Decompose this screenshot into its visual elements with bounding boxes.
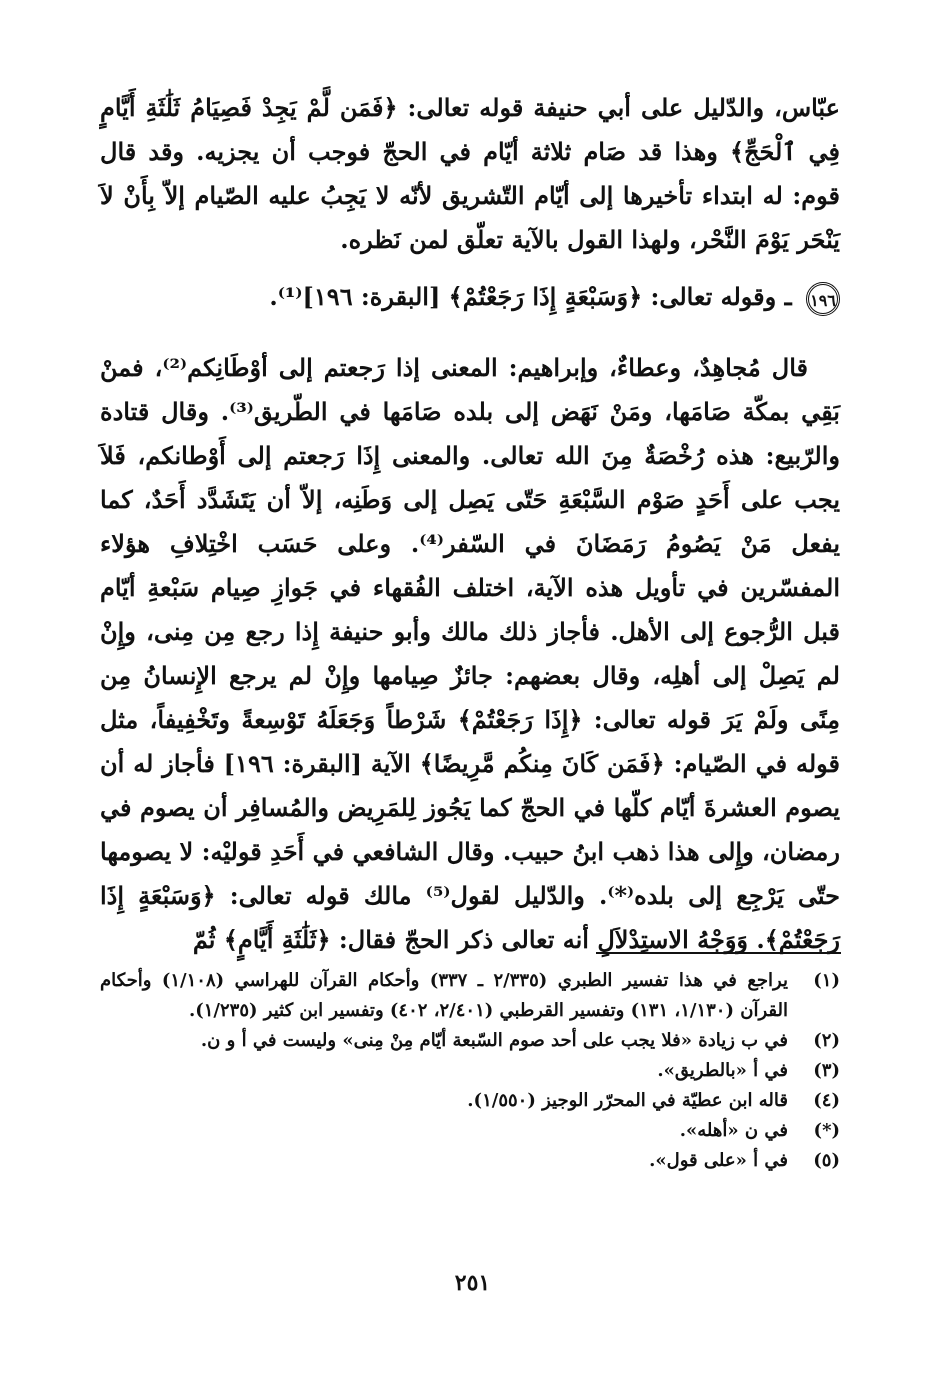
footnote-number: (٤) — [813, 1090, 840, 1111]
footnote-number: (١) — [813, 970, 840, 991]
footnote-separator — [596, 952, 841, 954]
verse-heading-text: ـ وقوله تعالى: ﴿وَسَبْعَةٍ إِذَا رَجَعْتُمْ﴾ [البقرة: ١٩٦]⁽¹⁾. — [269, 282, 792, 311]
footnote-number: (٢) — [813, 1030, 840, 1051]
verse-heading — [100, 275, 840, 319]
footnote-number: (٣) — [813, 1060, 840, 1081]
footnotes — [100, 966, 840, 1176]
footnote-4 — [100, 1086, 840, 1116]
footnote-3 — [100, 1056, 840, 1086]
paragraph-2: قال مُجاهِدٌ، وعطاءٌ، وإبراهيم: المعنى إذا رَجعتم إلى أوْطَانِكم⁽²⁾، فمنْ بَقِي بمكّة صَامَها، ومَنْ نَهَض إلى بلده صَامَها في الطّريق⁽³⁾. وقال قتادة والرّبيع: هذه رُخْصَةٌ مِنَ الله تعالى. والمعنى إِذَا رَجعتم إلى أَوْطانكم، فَلاَ يجب على أَحَدٍ صَوْم السَّبْعَةِ حَتّى يَصِل إلى وَطَنِه، إلاّ أن يَتَشَدَّد أَحَدٌ، كما يفعل مَنْ يَصُومُ رَمَضَانَ في السّفر⁽⁴⁾. وعلى حَسَب اخْتِلافِ هؤلاء المفسّرين في تأويل هذه الآية، اختلف الفُقهاء في جَوازِ صِيام سَبْعةِ أيّام قبل الرُّجوع إلى الأهل. فأجاز ذلك مالك وأبو حنيفة إِذا رجع مِن مِنى، وإِنْ لم يَصِلْ إلى أهلِه، وقال بعضهم: جائزٌ صِيامها وإِنْ لم يرجع الإِنسانُ مِن مِنًى ولَمْ يَرَ قوله تعالى: ﴿إِذَا رَجَعْتُمْ﴾ شَرْطاً وَجَعَلَهُ تَوْسِعةً وتَخْفِيفاً، مثل قوله في الصّيام: ﴿فَمَن كَانَ مِنكُم مَّرِيضًا﴾ الآية [البقرة: ١٩٦] فأجاز له أن يصوم العشرةَ أيّام كلّها في الحجّ كما يَجُوز لِلمَرِيض والمُسافِر أن يصوم في رمضان، وإِلى هذا ذهب ابنُ حبيب. وقال الشافعي في أَحَدِ قوليْه: لا يصومها حتّى يَرْجِع إلى بلده⁽*⁾. والدّليل لقول⁽⁵⁾ مالك قوله تعالى: ﴿وَسَبْعَةٍ إِذَا رَجَعْتُمْ﴾. وَوَجْهُ الاستِدْلاَلِ أنه تعالى ذكر الحجّ فقال: ﴿ثَلَٰثَةِ أَيَّامٍ﴾ ثُمّ — [100, 353, 841, 954]
footnote-text: في أ «بالطريق». — [657, 1060, 788, 1081]
footnote-1 — [100, 966, 840, 1026]
footnote-text: يراجع في هذا تفسير الطبري (٢/٣٣٥ ـ ٣٣٧) وأحكام القرآن للهراسي (١/١٠٨) وأحكام القرآن (١/١٣٠، ١٣١) وتفسير القرطبي (٢/٤٠١، ٤٠٢) وتفسير ابن كثير (١/٢٣٥). — [100, 970, 788, 1021]
footnote-star — [100, 1116, 840, 1146]
footnote-text: في ب زيادة «فلا يجب على أحد صوم السّبعة أيّام مِنْ مِنى» وليست في أ و ن. — [200, 1030, 788, 1051]
footnote-text: في أ «على قول». — [649, 1150, 788, 1171]
footnote-text: قاله ابن عطيّة في المحرّر الوجيز (١/٥٥٠). — [467, 1090, 788, 1111]
footnote-2 — [100, 1026, 840, 1056]
footnote-number: (٥) — [813, 1150, 840, 1171]
page-number: ٢٥١ — [454, 1270, 491, 1296]
footnote-5 — [100, 1146, 840, 1176]
paragraph-1: عبّاس، والدّليل على أبي حنيفة قوله تعالى: ﴿فَمَن لَّمْ يَجِدْ فَصِيَامُ ثَلَٰثَةِ أَيَّامٍ فِي ٱلْحَجِّ﴾ وهذا قد صَام ثلاثة أيّام في الحجّ فوجب أن يجزيه. وقد قال قوم: له ابتداء تأخيرها إلى أيّام التّشريق لأنّه لا يَجِبُ عليه الصّيام إلاّ بِأَنْ لاَ يَنْحَر يَوْمَ النَّحْر، ولهذا القول بالآية تعلّق لمن نَظره. — [100, 93, 840, 254]
footnote-text: في ن «أهله». — [679, 1120, 788, 1141]
footnote-number: (*) — [813, 1120, 840, 1141]
verse-number-badge: ١٩٦ — [806, 282, 840, 316]
